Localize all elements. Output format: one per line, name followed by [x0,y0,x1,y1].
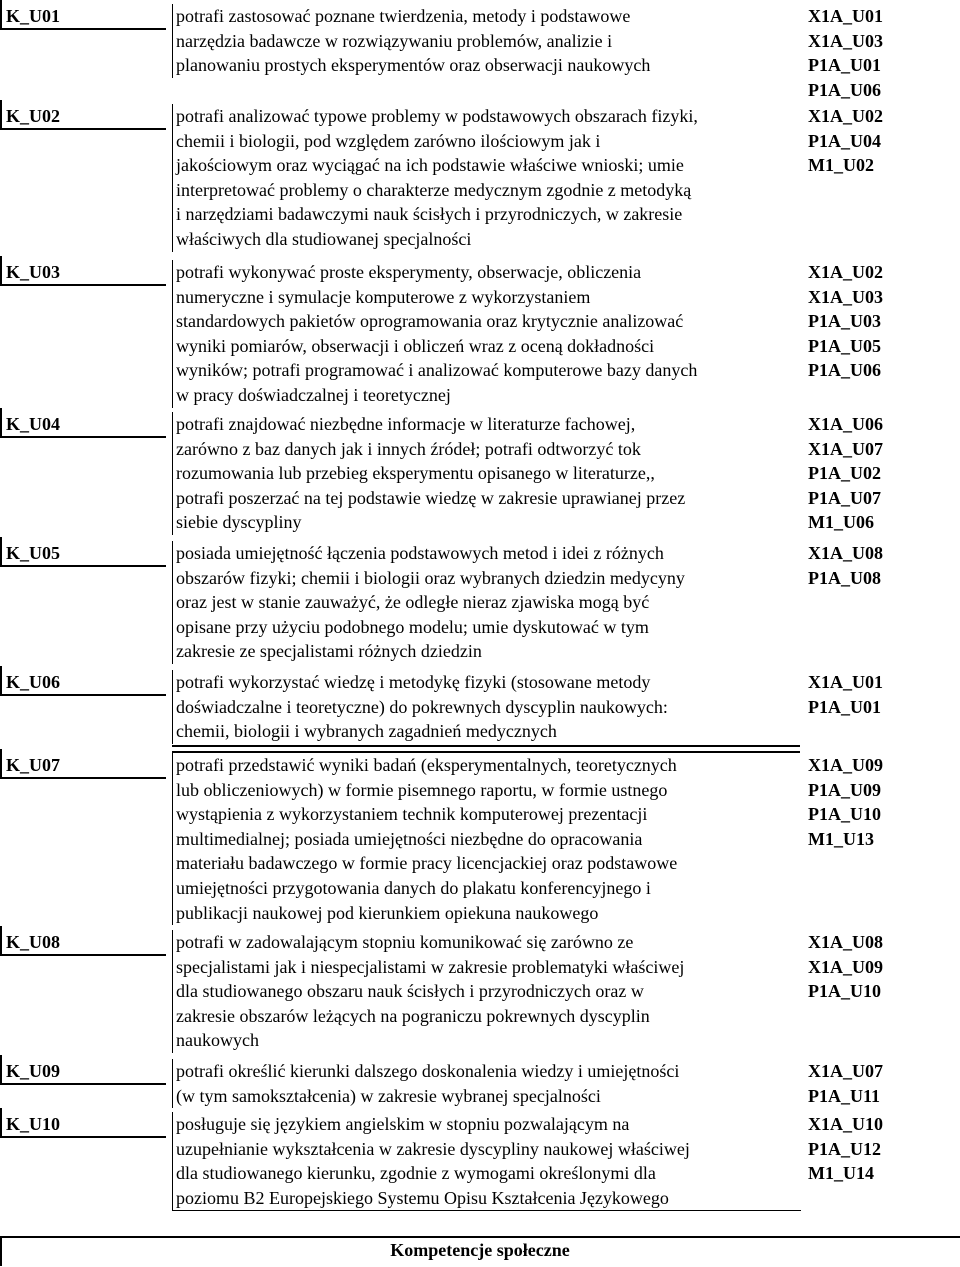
reference-code: X1A_U01 [808,672,883,692]
reference-code: M1_U02 [808,155,874,176]
reference-code: P1A_U02 [808,463,881,484]
reference-code: P1A_U08 [808,567,881,588]
code-cell-underline [0,954,166,956]
reference-code: M1_U13 [808,828,874,849]
description-cell [172,1059,801,1108]
code-cell-left-rule [0,537,2,566]
description-cell [172,412,801,535]
reference-code: P1A_U01 [808,696,881,717]
reference-code: P1A_U12 [808,1138,881,1159]
outcome-description: potrafi wykorzystać wiedzę i metodykę fizyki (stosowane metody doświadczalne i teoretyczne) do pokrewnych dyscyplin naukowych: chemii, biologii i wybranych zagadnień medycznych [176,672,668,742]
outcome-description: posiada umiejętność łączenia podstawowych metod i idei z różnych obszarów fizyki; chemii i biologii oraz wybranych dziedzin medycyny oraz jest w stanie zauważyć, że odległe nieraz zjawiska mogą być opisane przy użyciu podobnego modelu; umie dyskutować w tym zakresie ze specjalistami różnych dziedzin [176,543,685,662]
reference-codes [808,1112,883,1186]
description-cell [172,753,801,925]
reference-code: X1A_U02 [808,106,883,126]
code-cell-left-rule [0,666,2,695]
outcome-code: K_U01 [6,6,60,26]
reference-code: M1_U14 [808,1163,874,1184]
description-cell [172,4,801,78]
code-cell-left-rule [0,749,2,778]
reference-code: P1A_U06 [808,79,881,100]
outcome-description: posługuje się językiem angielskim w stopniu pozwalającym na uzupełnianie wykształcenia w zakresie dyscypliny naukowej właściwej dla studiowanego kierunku, zgodnie z wymogami określonymi dla poziomu B2 Europejskiego Systemu Opisu Kształcenia Językowego [176,1114,690,1208]
reference-codes [808,541,883,590]
description-cell [172,541,801,664]
reference-code: X1A_U02 [808,262,883,282]
description-cell [172,104,801,252]
reference-code: P1A_U09 [808,779,881,800]
section-title-social-competences: Kompetencje społeczne [390,1240,570,1260]
description-cell [172,930,801,1053]
outcome-code: K_U07 [6,755,60,775]
reference-code: P1A_U07 [808,487,881,508]
reference-code: P1A_U04 [808,130,881,151]
outcome-description: potrafi analizować typowe problemy w podstawowych obszarach fizyki, chemii i biologii, pod względem zarówno ilościowym jak i jakościowym oraz wyciągać na ich podstawie właściwe wnioski; umie interpretować problemy o charakterze medycznym zgodnie z metodyką i narzędziami badawczymi nauk ścisłych i przyrodniczych, w zakresie właściwych dla studiowanej specjalności [176,106,698,249]
code-cell-underline [0,694,166,696]
outcome-description: potrafi przedstawić wyniki badań (eksperymentalnych, teoretycznych lub obliczeniowych) w formie pisemnego raportu, w formie ustnego wystąpienia z wykorzystaniem technik komputerowej prezentacji multimedialnej; posiada umiejętności niezbędne do opracowania materiału badawczego w formie pracy licencjackiej oraz podstawowe umiejętności przygotowania danych do plakatu konferencyjnego i publikacji naukowej pod kierunkiem opiekuna naukowego [176,755,678,923]
reference-code: P1A_U05 [808,335,881,356]
outcome-code: K_U04 [6,414,60,434]
code-cell-underline [0,1136,166,1138]
description-cell [172,670,801,744]
reference-code: X1A_U10 [808,1114,883,1134]
reference-codes [808,753,883,851]
code-cell-underline [0,28,166,30]
code-cell-left-rule [0,408,2,437]
outcome-code: K_U09 [6,1061,60,1081]
code-cell-left-rule [0,926,2,955]
description-cell [172,260,801,408]
row-separator [172,751,800,753]
reference-code: X1A_U01 [808,6,883,26]
outcome-description: potrafi w zadowalającym stopniu komunikować się zarówno ze specjalistami jak i niespecjalistami w zakresie problematyki właściwej dla studiowanego obszaru nauk ścisłych i przyrodniczych oraz w zakresie obszarów leżących na pograniczu pokrewnych dyscyplin naukowych [176,932,685,1051]
reference-code: X1A_U07 [808,438,883,459]
outcome-description: potrafi zastosować poznane twierdzenia, metody i podstawowe narzędzia badawcze w rozwiązywaniu problemów, analizie i planowaniu prostych eksperymentów oraz obserwacji naukowych [176,6,651,76]
code-cell-left-rule [0,0,2,29]
code-cell-left-rule [0,100,2,129]
code-cell-underline [0,1083,166,1085]
description-cell [172,1112,801,1211]
reference-code: P1A_U03 [808,311,881,332]
code-cell-underline [0,284,166,286]
reference-code: X1A_U09 [808,755,883,775]
outcome-code: K_U06 [6,672,60,692]
outcome-code: K_U05 [6,543,60,563]
outcome-description: potrafi wykonywać proste eksperymenty, obserwacje, obliczenia numeryczne i symulacje komputerowe z wykorzystaniem standardowych pakietów oprogramowania oraz krytycznie analizować wyniki pomiarów, obserwacji i obliczeń wraz z oceną dokładności wyników; potrafi programować i analizować komputerowe bazy danych w pracy doświadczalnej i teoretycznej [176,262,698,405]
reference-code: M1_U06 [808,512,874,533]
reference-codes [808,930,883,1004]
code-cell-left-rule [0,1055,2,1084]
reference-code: P1A_U10 [808,804,881,825]
outcome-code: K_U02 [6,106,60,126]
reference-code: P1A_U01 [808,55,881,76]
outcome-description: potrafi znajdować niezbędne informacje w literaturze fachowej, zarówno z baz danych jak i innych źródeł; potrafi odtworzyć tok rozumowania lub przebieg eksperymentu opisanego w literaturze,, potrafi poszerzać na tej podstawie wiedzę w zakresie uprawianej przez siebie dyscypliny [176,414,686,533]
code-cell-underline [0,777,166,779]
code-cell-underline [0,128,166,130]
code-cell-left-rule [0,256,2,285]
reference-code: X1A_U08 [808,932,883,952]
code-cell-underline [0,436,166,438]
outcome-description: potrafi określić kierunki dalszego doskonalenia wiedzy i umiejętności (w tym samokształcenia) w zakresie wybranej specjalności [176,1061,680,1106]
reference-codes [808,670,883,719]
reference-codes [808,1059,883,1108]
reference-code: X1A_U09 [808,956,883,977]
outcome-code: K_U08 [6,932,60,952]
outcome-code: K_U03 [6,262,60,282]
reference-codes [808,412,883,535]
reference-codes [808,4,883,102]
reference-code: P1A_U10 [808,981,881,1002]
reference-codes [808,104,883,178]
reference-codes [808,260,883,383]
reference-code: X1A_U08 [808,543,883,563]
reference-code: P1A_U06 [808,360,881,381]
code-cell-underline [0,565,166,567]
reference-code: X1A_U03 [808,286,883,307]
code-cell-left-rule [0,1108,2,1137]
outcome-code: K_U10 [6,1114,60,1134]
reference-code: X1A_U03 [808,30,883,51]
row-separator [172,745,800,747]
reference-code: P1A_U11 [808,1085,880,1106]
reference-code: X1A_U07 [808,1061,883,1081]
reference-code: X1A_U06 [808,414,883,434]
